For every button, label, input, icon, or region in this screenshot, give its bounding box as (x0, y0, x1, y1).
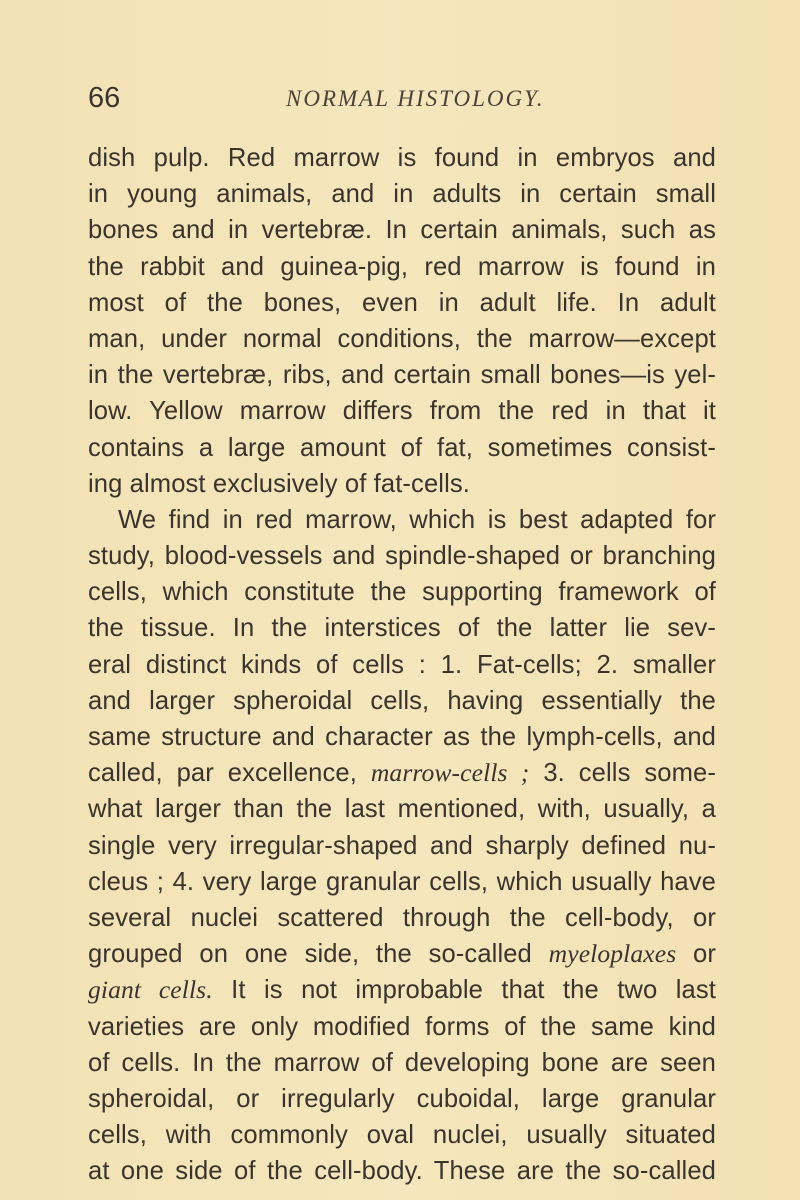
text-run: or (676, 940, 717, 969)
text-line: We find in red marrow, which is best adapted for (118, 505, 716, 534)
text-line: in the vertebræ, ribs, and certain small bones—is yel- (88, 361, 716, 390)
text-run: called, par excellence, (88, 759, 371, 788)
text-line: and larger spheroidal cells, having essentially the (88, 686, 716, 715)
text-line: varieties are only modified forms of the same kind (88, 1012, 716, 1041)
text-line: dish pulp. Red marrow is found in embryos and (88, 144, 716, 172)
text-line: the rabbit and guinea-pig, red marrow is found in (88, 252, 716, 281)
body-text (88, 140, 716, 1189)
italic-term: myeloplaxes (548, 939, 677, 969)
text-run: grouped on one side, the so-called (88, 940, 549, 969)
text-line: cleus ; 4. very large granular cells, which usually have (88, 867, 716, 896)
page-number: 66 (88, 82, 121, 114)
italic-term: giant cells. (88, 975, 213, 1005)
text-line: spheroidal, or irregularly cuboidal, large granular (88, 1084, 716, 1113)
text-line: in young animals, and in adults in certain small (88, 180, 716, 209)
text-line: what larger than the last mentioned, with, usually, a (88, 795, 716, 824)
text-line: man, under normal conditions, the marrow—except (88, 324, 716, 353)
running-head (88, 82, 728, 122)
text-line: cells, with commonly oval nuclei, usually situated (88, 1121, 716, 1150)
text-line: several nuclei scattered through the cell-body, or (88, 903, 716, 932)
italic-term: marrow-cells ; (370, 758, 530, 788)
text-line: bones and in vertebræ. In certain animals, such as (88, 216, 716, 245)
text-line (88, 972, 716, 1008)
text-line: at one side of the cell-body. These are the so-called (88, 1157, 716, 1186)
text-line: single very irregular-shaped and sharply defined nu- (88, 831, 716, 860)
text-line: contains a large amount of fat, sometimes consist- (88, 433, 716, 462)
text-line: most of the bones, even in adult life. In adult (88, 288, 716, 317)
text-line: the tissue. In the interstices of the latter lie sev- (88, 614, 716, 643)
text-line (88, 755, 716, 791)
text-line: cells, which constitute the supporting framework of (88, 578, 716, 607)
text-line: ing almost exclusively of fat-cells. (88, 469, 470, 498)
running-title: NORMAL HISTOLOGY. (286, 86, 545, 111)
text-line: of cells. In the marrow of developing bone are seen (88, 1048, 716, 1077)
text-run: 3. cells some- (529, 759, 716, 788)
text-line: low. Yellow marrow differs from the red in that it (88, 397, 716, 426)
text-run: It is not improbable that the two last (212, 976, 716, 1005)
text-line: study, blood-vessels and spindle-shaped or branching (88, 542, 716, 571)
text-line: same structure and character as the lymph-cells, and (88, 723, 716, 751)
text-line: eral distinct kinds of cells : 1. Fat-cells; 2. smaller (88, 650, 716, 679)
text-line (88, 936, 716, 972)
